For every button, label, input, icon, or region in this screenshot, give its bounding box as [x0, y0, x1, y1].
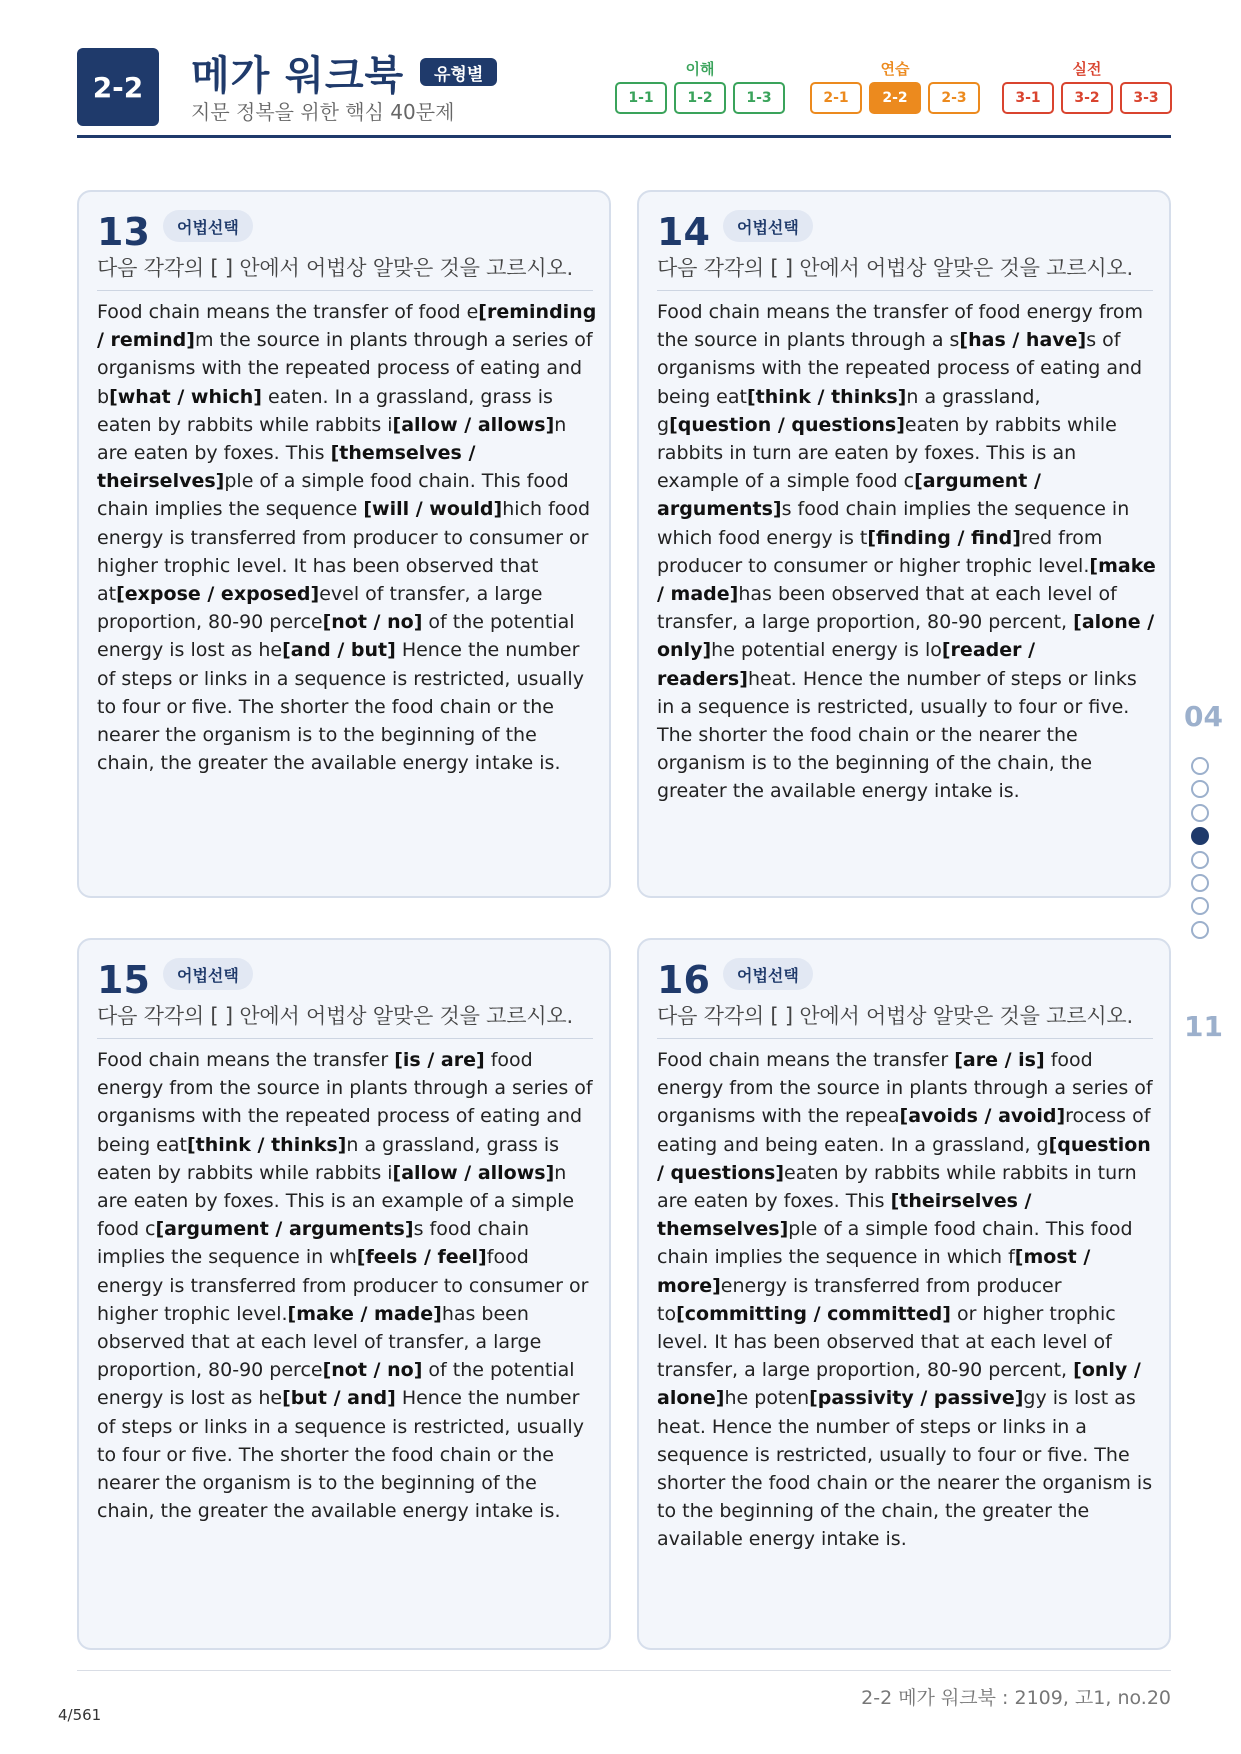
grammar-choice[interactable]: [themselves / theirselves]: [97, 442, 476, 493]
question-card-15: [77, 938, 611, 1650]
passage-text: has been observed that at each level of transfer, a large proportion, 80-90 perce: [97, 1302, 542, 1382]
level-tab-3-3[interactable]: 3-3: [1120, 82, 1172, 114]
chapter-start-label: 04: [1184, 700, 1223, 733]
question-passage: [97, 1046, 597, 1525]
grammar-choice[interactable]: [expose / exposed]: [116, 583, 320, 606]
level-tab-2-3[interactable]: 2-3: [928, 82, 980, 114]
level-tab-2-1[interactable]: 2-1: [810, 82, 862, 114]
grammar-choice[interactable]: [is / are]: [394, 1049, 485, 1071]
passage-text: eaten by rabbits while rabbits in turn are eaten by foxes. This: [657, 1161, 1137, 1213]
chapter-dot[interactable]: [1191, 804, 1209, 822]
chapter-dot[interactable]: [1191, 780, 1209, 798]
level-tab-1-2[interactable]: 1-2: [674, 82, 726, 114]
question-passage: [97, 298, 597, 777]
question-number: 16: [657, 958, 710, 1002]
grammar-choice[interactable]: [finding / find]: [867, 526, 1021, 549]
passage-text: he potential energy is lo: [711, 639, 942, 662]
question-type-tag: 어법선택: [163, 958, 253, 990]
grammar-choice[interactable]: [will / would]: [363, 498, 503, 521]
passage-text: ple of a simple food chain. This food chain implies the sequence: [97, 470, 569, 521]
passage-text: n are eaten by foxes. This: [97, 413, 567, 465]
passage-text: Food chain means the transfer of food energy from the source in plants through a s: [657, 301, 1144, 352]
passage-text: n are eaten by foxes. This is an example of a simple food c: [97, 1161, 575, 1241]
passage-text: Hence the number of steps or links in a sequence is restricted, usually to four or five. The shorter the food chain or the nearer the organism is to the beginning of the chain, the greater the available energy intake is.: [97, 639, 584, 775]
question-card-16: [637, 938, 1171, 1650]
passage-text: rocess of eating and being eaten. In a grassland, g: [657, 1105, 1151, 1156]
question-type-tag: 어법선택: [723, 958, 813, 990]
grammar-choice[interactable]: [question / questions]: [657, 1133, 1151, 1184]
passage-text: Hence the number of steps or links in a sequence is restricted, usually to four or five. The shorter the food chain or the nearer the organism is to the beginning of the chain, the greater the available energy intake is.: [97, 1387, 584, 1523]
chapter-dot[interactable]: [1191, 827, 1209, 845]
question-instruction: 다음 각각의 [ ] 안에서 어법상 알맞은 것을 고르시오.: [657, 252, 1153, 291]
grammar-choice[interactable]: [has / have]: [959, 329, 1087, 352]
grammar-choice[interactable]: [allow / allows]: [392, 413, 555, 436]
level-tab-1-1[interactable]: 1-1: [615, 82, 667, 114]
grammar-choice[interactable]: [not / no]: [322, 611, 423, 634]
unit-badge: 2-2: [77, 48, 159, 126]
passage-text: gy is lost as heat. Hence the number of steps or links in a sequence is restricted, usually to four or five. The shorter the food chain or the nearer the organism is to the beginning of the chain, the greater the available energy intake is.: [657, 1387, 1153, 1551]
passage-text: food energy from the source in plants through a series of organisms with the repea: [657, 1049, 1153, 1128]
chapter-end-label: 11: [1184, 1010, 1223, 1043]
grammar-choice[interactable]: [argument / arguments]: [657, 470, 1041, 521]
chapter-dot[interactable]: [1191, 921, 1209, 939]
chapter-progress-dots: [1191, 757, 1211, 944]
grammar-choice[interactable]: [what / which]: [109, 385, 262, 408]
question-type-tag: 어법선택: [163, 210, 253, 242]
passage-text: m the source in plants through a series of organisms with the repeated process of eating and b: [97, 329, 593, 408]
passage-text: Food chain means the transfer of food e: [97, 301, 479, 323]
level-tab-2-2[interactable]: 2-2: [869, 82, 921, 114]
passage-text: heat. Hence the number of steps or links in a sequence is restricted, usually to four or five. The shorter the food chain or the nearer the organism is to the beginning of the chain, the greater the available energy intake is.: [657, 667, 1137, 803]
question-instruction: 다음 각각의 [ ] 안에서 어법상 알맞은 것을 고르시오.: [97, 1000, 593, 1039]
grammar-choice[interactable]: [are / is]: [954, 1049, 1045, 1071]
question-type-tag: 어법선택: [723, 210, 813, 242]
passage-text: eaten by rabbits while rabbits in turn are eaten by foxes. This is an example of a simple food c: [657, 413, 1117, 493]
grammar-choice[interactable]: [think / thinks]: [746, 385, 907, 408]
question-instruction: 다음 각각의 [ ] 안에서 어법상 알맞은 것을 고르시오.: [97, 252, 593, 291]
level-tab-3-2[interactable]: 3-2: [1061, 82, 1113, 114]
grammar-choice[interactable]: [avoids / avoid]: [899, 1105, 1066, 1128]
grammar-choice[interactable]: [passivity / passive]: [809, 1387, 1024, 1410]
grammar-choice[interactable]: [alone / only]: [657, 611, 1155, 662]
grammar-choice[interactable]: [make / made]: [657, 554, 1156, 606]
passage-text: food energy is transferred from producer to consumer or higher trophic level.: [97, 1246, 589, 1325]
level-group-label: 실전: [1072, 60, 1102, 78]
grammar-choice[interactable]: [committing / committed]: [676, 1302, 951, 1325]
grammar-choice[interactable]: [feels / feel]: [356, 1246, 487, 1269]
grammar-choice[interactable]: [reminding / remind]: [97, 301, 597, 352]
passage-text: food energy from the source in plants through a series of organisms with the repeated process of eating and being eat: [97, 1049, 593, 1156]
grammar-choice[interactable]: [but / and]: [282, 1387, 396, 1410]
workbook-title: 메가 워크북: [191, 53, 405, 99]
level-tab-1-3[interactable]: 1-3: [733, 82, 785, 114]
passage-text: n a grassland, g: [657, 385, 1041, 436]
question-card-13: [77, 190, 611, 898]
passage-text: red from producer to consumer or higher trophic level.: [657, 526, 1103, 577]
passage-text: ple of a simple food chain. This food chain implies the sequence in which f: [657, 1218, 1133, 1269]
question-instruction: 다음 각각의 [ ] 안에서 어법상 알맞은 것을 고르시오.: [657, 1000, 1153, 1039]
grammar-choice[interactable]: [make / made]: [287, 1302, 442, 1325]
passage-text: or higher trophic level. It has been observed that at each level of transfer, a large proportion, 80-90 percent,: [657, 1302, 1116, 1382]
passage-text: hich food energy is transferred from producer to consumer or higher trophic level. It has been observed that at: [97, 498, 591, 606]
passage-text: has been observed that at each level of transfer, a large proportion, 80-90 percent,: [657, 583, 1117, 634]
passage-text: s of organisms with the repeated process of eating and being eat: [657, 329, 1143, 408]
passage-text: s food chain implies the sequence in wh: [97, 1218, 529, 1269]
grammar-choice[interactable]: [and / but]: [282, 639, 396, 662]
chapter-dot[interactable]: [1191, 757, 1209, 775]
chapter-dot[interactable]: [1191, 851, 1209, 869]
level-tab-3-1[interactable]: 3-1: [1002, 82, 1054, 114]
level-group-practice: [810, 58, 980, 114]
grammar-choice[interactable]: [theirselves / themselves]: [657, 1190, 1032, 1241]
question-card-14: [637, 190, 1171, 898]
grammar-choice[interactable]: [reader / readers]: [657, 639, 1036, 690]
passage-text: of the potential energy is lost as he: [97, 1359, 575, 1410]
type-badge: 유형별: [420, 58, 497, 86]
grammar-choice[interactable]: [most / more]: [657, 1246, 1091, 1297]
question-number: 14: [657, 210, 710, 254]
footer-source: 2-2 메가 워크북 : 2109, 고1, no.20: [861, 1687, 1171, 1709]
grammar-choice[interactable]: [allow / allows]: [392, 1161, 555, 1184]
level-group-understanding: [615, 58, 785, 114]
passage-text: evel of transfer, a large proportion, 80-90 perce: [97, 583, 543, 634]
footer-divider: [77, 1670, 1171, 1671]
page-header: [77, 46, 1171, 138]
question-number: 13: [97, 210, 150, 254]
passage-text: he poten: [724, 1387, 810, 1410]
grammar-choice[interactable]: [think / thinks]: [186, 1133, 347, 1156]
chapter-dot[interactable]: [1191, 874, 1209, 892]
passage-text: n a grassland, grass is eaten by rabbits while rabbits i: [97, 1133, 560, 1184]
level-group-label: 연습: [880, 60, 910, 78]
grammar-choice[interactable]: [not / no]: [322, 1359, 423, 1382]
passage-text: Food chain means the transfer: [97, 1049, 395, 1071]
question-passage: [657, 1046, 1157, 1554]
workbook-subtitle: 지문 정복을 위한 핵심 40문제: [191, 100, 455, 124]
level-group-real: [1002, 58, 1172, 114]
question-passage: [657, 298, 1157, 806]
passage-text: s food chain implies the sequence in which food energy is t: [657, 498, 1130, 549]
level-group-label: 이해: [685, 60, 715, 78]
passage-text: of the potential energy is lost as he: [97, 611, 575, 662]
passage-text: Food chain means the transfer: [657, 1049, 955, 1071]
passage-text: energy is transferred from producer to: [657, 1274, 1062, 1325]
passage-text: eaten. In a grassland, grass is eaten by rabbits while rabbits i: [97, 385, 553, 436]
grammar-choice[interactable]: [only / alone]: [657, 1359, 1141, 1410]
grammar-choice[interactable]: [argument / arguments]: [155, 1218, 414, 1241]
question-number: 15: [97, 958, 150, 1002]
page-number: 4/561: [58, 1706, 102, 1724]
grammar-choice[interactable]: [question / questions]: [669, 413, 905, 436]
chapter-dot[interactable]: [1191, 897, 1209, 915]
